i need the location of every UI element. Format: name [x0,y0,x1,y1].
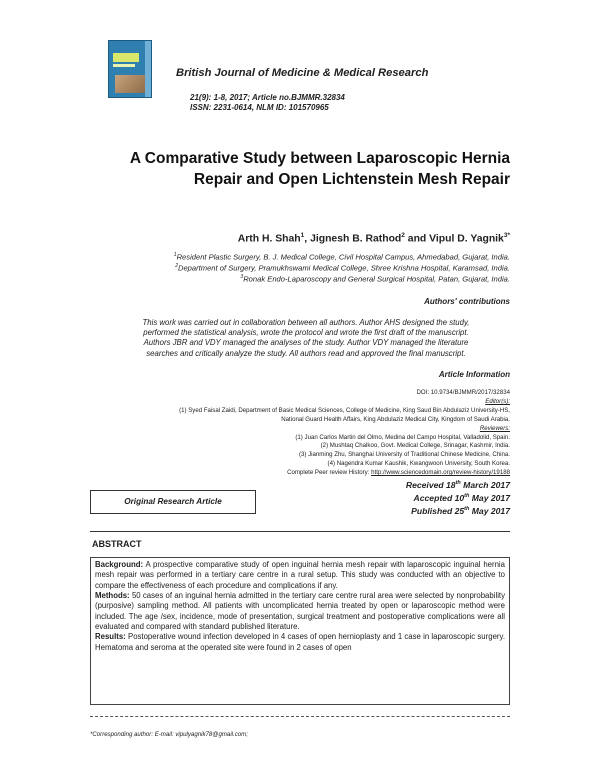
reviewer-line: (3) Jianming Zhu, Shanghai University of Traditional Chinese Medicine, China. [298,451,510,459]
doi: DOI: 10.9734/BJMMR/2017/32834 [416,389,510,396]
background-text: A prospective comparative study of open inguinal hernia mesh repair with laparoscopic inguinal hernia mesh repair was performed in a tertiary care centre in a rural setup. This study was conducted with an objective to compare the effectiveness of each procedure and complications if any. [95,560,505,590]
methods-text: 50 cases of an inguinal hernia admitted in the tertiary care centre rural area were selected by nonprobability (purposive) sampling method. All patients with uncomplicated hernia treated by open or laparoscopic method were included. The age /sex, incidence, mode of presentation, surgical treatment and postoperative complications were all evaluated and compared with standard published literature. [95,591,505,632]
author-sup: 1 [300,232,305,239]
affiliation-text: Resident Plastic Surgery, B. J. Medical College, Civil Hospital Campus, Ahmedabad, Gujarat, India. [176,252,510,262]
affiliation-sup: 3 [240,274,244,280]
reviewer-line: (4) Nagendra Kumar Kaushik, Kwangwoon University, South Korea. [327,460,510,468]
editors-label: Editor(s): [485,397,510,405]
affiliation-text: Department of Surgery, Pramukhswami Medical College, Shree Krishna Hospital, Karamsad, India. [177,263,510,273]
abstract-heading: ABSTRACT [92,539,142,549]
peer-review-history [179,469,510,478]
affiliation-sup: 1 [173,252,177,258]
journal-cover-image [108,40,152,98]
author-name: Jignesh B. Rathod [310,233,402,245]
reviewer-line: (2) Mushtaq Chalkoo, Govt. Medical College, Srinagar, Kashmir, India. [320,442,510,450]
received-date: Received 18th March 2017 [405,479,510,490]
reviewers-label: Reviewers: [479,424,510,432]
contributions-text [100,318,512,359]
title-line-2: Repair and Open Lichtenstein Mesh Repair [193,171,510,188]
author-sup: 3* [503,232,510,239]
abstract-results [95,632,505,653]
affiliation-text: Ronak Endo-Laparoscopy and General Surgical Hospital, Patan, Gujarat, India. [243,274,510,284]
peer-review-label: Complete Peer review History: [287,469,372,477]
article-title [90,148,510,190]
section-divider [90,531,510,532]
abstract-background [95,560,505,591]
volume-line: 21(9): 1-8, 2017; Article no.BJMMR.32834 [190,93,345,102]
author-name: Arth H. Shah [237,233,301,245]
background-label: Background: [95,560,144,569]
affiliation-sup: 2 [175,263,178,269]
affiliation-1 [174,252,510,262]
corresponding-author: *Corresponding author: E-mail: vipulyagnik78@gmail.com; [90,731,248,738]
editor-line: National Guard Health Affairs, King Abdulaziz Medical City, Kingdom of Saudi Arabia. [281,415,510,423]
results-text: Postoperative wound infection developed in 4 cases of open hernioplasty and 1 case in laparoscopic surgery. Hematoma and seroma at the operated site were found in 2 cases of open [95,632,505,652]
article-info-block [179,389,510,478]
published-date: Published 25th May 2017 [411,505,510,516]
publication-dates [406,478,510,517]
title-line-1: A Comparative Study between Laparoscopic Hernia [129,150,510,167]
contributions-heading: Authors' contributions [424,297,510,306]
contributions-line: performed the statistical analysis, wrote the protocol and wrote the first draft of the manuscript. [143,328,469,338]
author-separator: , [304,233,311,245]
abstract-methods [95,591,505,632]
article-info-heading: Article Information [438,370,510,379]
results-label: Results: [95,632,126,642]
author-list [90,232,510,244]
contributions-line: searches and critically analyze the study. All authors read and approved the final manuscript. [146,348,466,358]
contributions-line: This work was carried out in collaboration between all authors. Author AHS designed the study, [142,318,470,327]
author-name: Vipul D. Yagnik [429,233,504,245]
affiliation-2 [175,263,510,273]
contributions-line: Authors JBR and VDY managed the analyses of the study. Author VDY managed the literature [143,338,469,348]
accepted-date: Accepted 10th May 2017 [413,492,510,503]
footnote-divider [90,716,510,717]
methods-label: Methods: [95,591,130,601]
peer-review-link[interactable]: http://www.sciencedomain.org/review-history/19188 [371,469,510,477]
author-separator: and [404,233,430,245]
article-type-box: Original Research Article [90,490,256,514]
abstract-box [90,557,510,705]
affiliation-3 [240,274,510,284]
reviewer-line: (1) Juan Carlos Martin del Olmo, Medina del Campo Hospital, Valladolid, Spain. [295,433,510,441]
issn-line: ISSN: 2231-0614, NLM ID: 101570965 [190,103,329,112]
journal-name: British Journal of Medicine & Medical Research [176,67,429,79]
author-sup: 2 [401,232,405,239]
editor-line: (1) Syed Faisal Zaidi, Department of Basic Medical Sciences, College of Medicine, King Saud Bin Abdulaziz University-HS, [179,406,510,414]
